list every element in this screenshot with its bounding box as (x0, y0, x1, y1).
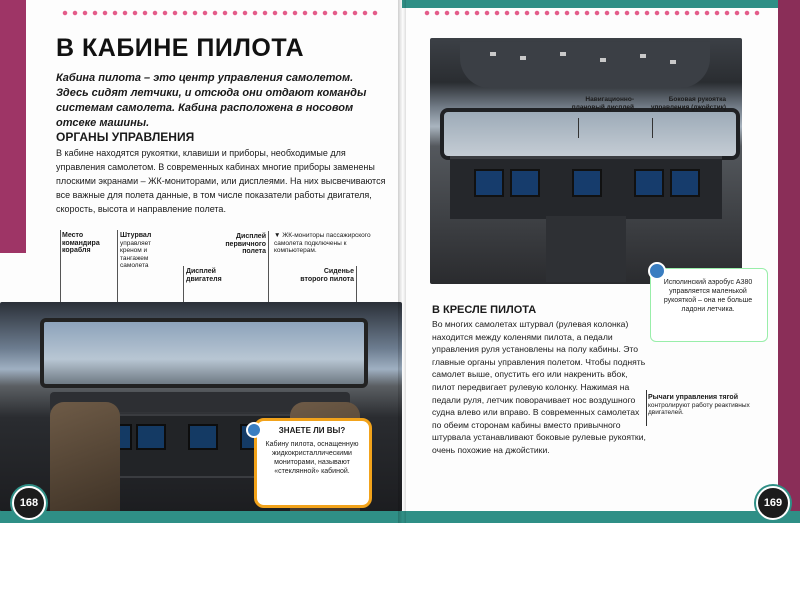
page-title: В КАБИНЕ ПИЛОТА (56, 34, 305, 62)
decorative-dot-border (422, 10, 760, 16)
section-body-controls: В кабине находятся рукоятки, клавиши и приборы, необходимые для управления самолетом. В современных кабинах многие приборы заменены плоскими экранами – ЖК-мониторами, или дисплеями. На них высвечиваются все важные для полета данные, в том числе показатели работы двигателя, скорость, высота и направление полета. (56, 148, 386, 214)
callout-lcd-note: ▼ ЖК-мониторы пассажирского самолета подключены к компьютерам. (274, 232, 371, 254)
callout-engine-display: Дисплей двигателя (186, 268, 222, 283)
right-page-accent-strip (778, 0, 800, 523)
lcd-screen (670, 169, 700, 197)
did-you-know-body: Кабину пилота, оснащенную жидкокристаллическими мониторами, называют «стеклянной» кабиной. (265, 441, 359, 475)
callout-line (183, 266, 184, 302)
overhead-panel (460, 42, 710, 88)
windshield (440, 108, 740, 160)
section-title-pilot-seat: В КРЕСЛЕ ПИЛОТА (432, 304, 537, 316)
right-page (402, 0, 800, 523)
decorative-dot-border (60, 10, 382, 16)
callout-yoke: Штурвал управляет креном и тангажем самолета (120, 232, 152, 269)
lcd-screen (188, 424, 218, 450)
callout-line (652, 118, 653, 138)
section-body-pilot-seat: Во многих самолетах штурвал (рулевая колонка) находится между коленями пилота, а педали управления руля установлены на полу кабины. Это главные органы управления полетом. Чтобы поднять самолет выше, опустить его или накренить вбок, пилот передвигает рулевую колонку. Нажимая на педали руля, летчик поворачивает нос воздушного судна влево или вправо. В современных самолетах по обеим сторонам кабины вместо привычного штурвала устанавливают боковые рулевые рукоятки, очень похожие на джойстики. (432, 319, 646, 455)
callout-line (60, 230, 61, 302)
intro-paragraph: Кабина пилота – это центр управления самолетом. Здесь сидят летчики, и отсюда они отдают команды системам самолета. Кабина расположена в носовом отсеке машины. (56, 72, 367, 129)
bottom-band (0, 511, 402, 523)
panel-switch (670, 60, 676, 64)
lcd-screen (510, 169, 540, 197)
panel-switch (640, 54, 646, 58)
callout-nav-display: Навигационно-плановый дисплей (571, 96, 634, 111)
callout-primary-display: Дисплей первичного полета (225, 233, 266, 255)
instrument-panel (450, 156, 722, 219)
callout-line (117, 230, 118, 302)
panel-switch (520, 56, 526, 60)
captain-seat (50, 402, 120, 512)
did-you-know-title: ЗНАЕТЕ ЛИ ВЫ? (278, 426, 346, 435)
section-title-controls: ОРГАНЫ УПРАВЛЕНИЯ (56, 130, 195, 144)
center-pedestal (546, 216, 626, 282)
windshield (40, 318, 368, 388)
lcd-screen (474, 169, 504, 197)
panel-switch (560, 52, 566, 56)
callout-thrust-levers: Рычаги управления тягой контролируют работу реактивных двигателей. (648, 394, 750, 416)
left-page-accent-strip (0, 0, 26, 253)
callout-line (356, 266, 357, 302)
left-page (0, 0, 402, 523)
callout-line (646, 390, 647, 426)
cockpit-photo-airbus (430, 38, 742, 284)
lcd-screen (136, 424, 166, 450)
page-number-right: 169 (756, 486, 790, 520)
callout-copilot-seat: Сиденье второго пилота (300, 268, 354, 283)
airbus-note-text: Исполинский аэробус A380 управляется маленькой рукояткой – она не больше ладони летчика. (663, 279, 753, 313)
callout-captain-seat: Место командира корабля (62, 232, 100, 254)
panel-switch (600, 58, 606, 62)
callout-sidestick: Боковая рукоятка управления (джойстик) (650, 96, 726, 111)
page-number-left: 168 (12, 486, 46, 520)
callout-line (578, 118, 579, 138)
book-gutter (398, 0, 406, 523)
callout-line (268, 231, 269, 302)
top-band (402, 0, 800, 8)
lcd-screen (634, 169, 664, 197)
bottom-band (402, 511, 800, 523)
panel-switch (490, 52, 496, 56)
lcd-screen (572, 169, 602, 197)
